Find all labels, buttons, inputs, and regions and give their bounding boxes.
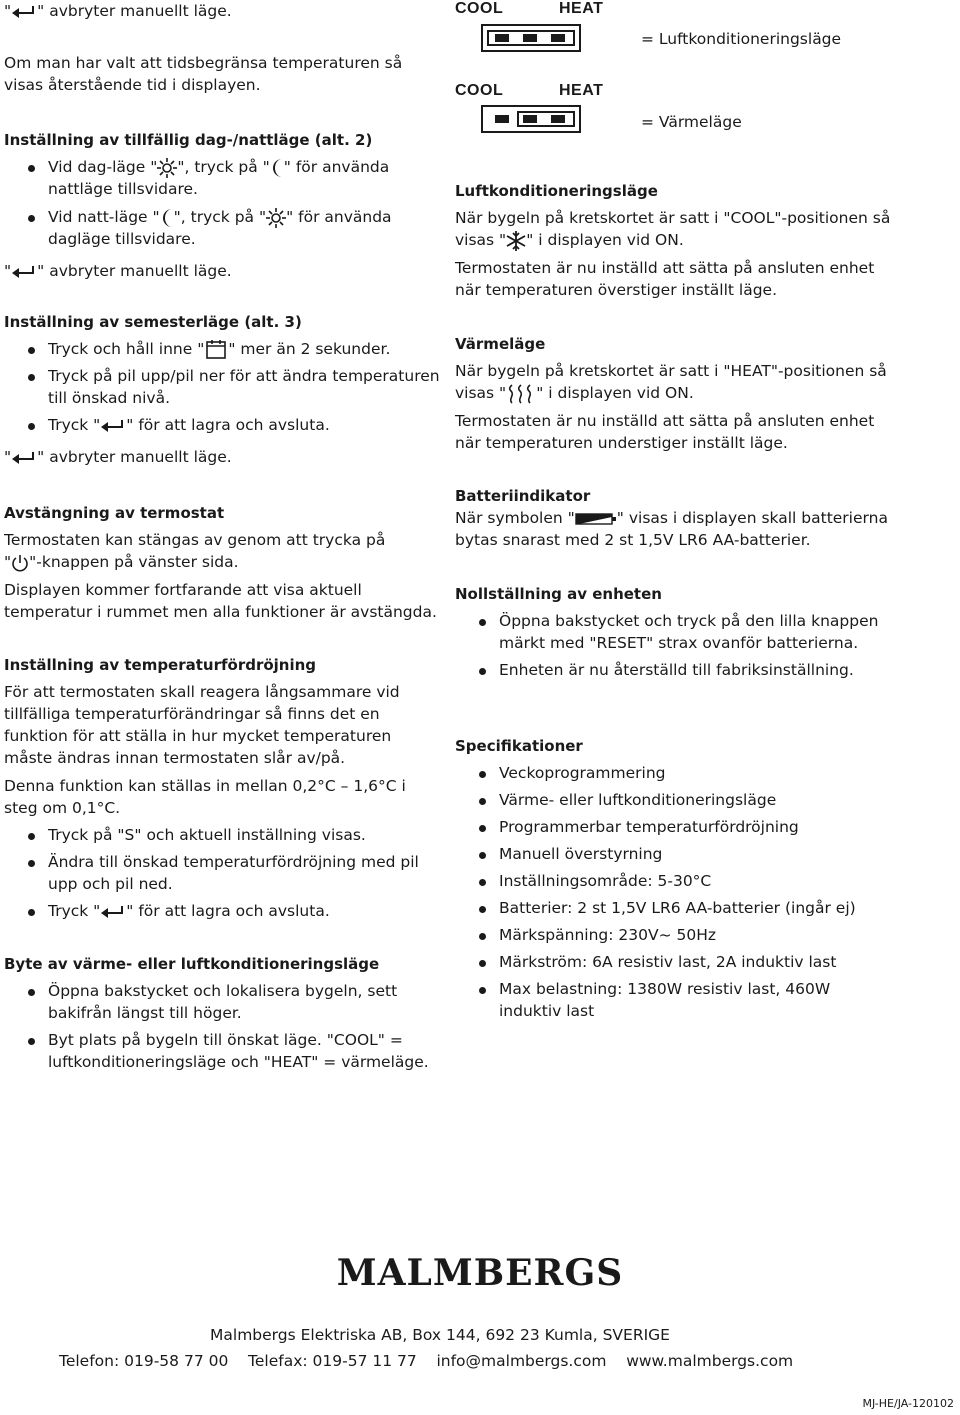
jumper-heat-diagram (481, 105, 581, 133)
battery-icon (575, 512, 617, 526)
ac-section: Luftkonditioneringsläge När bygeln på kretskortet är satt i "COOL"-positionen så visas " " i displayen vid ON. Termostaten är nu inställd att sätta på ansluten enhet när temperaturen överstiger inställt läge. (455, 180, 895, 301)
email-link[interactable]: info@malmbergs.com (436, 1352, 607, 1370)
daynight-section: Inställning av tillfällig dag-/nattläge (alt. 2) Vid dag-läge " ", tryck på " " för använda nattläge tillsvidare. Vid natt-läge " ", tryck på " " för använda dagläge tillsvidare. " " avbryter manuellt läge. (4, 129, 440, 282)
delay-range-text: Denna funktion kan ställas in mellan 0,2°C – 1,6°C i steg om 0,1°C. (4, 777, 406, 817)
cancel-text: avbryter manuellt läge. (49, 448, 232, 466)
vacation-section: Inställning av semesterläge (alt. 3) Tryck och håll inne " " mer än 2 sekunder. Tryck på pil upp/pil ner för att ändra temperaturen till önskad nivå. Tryck " " för att lagra och avsluta. " " avbryter manuellt läge. (4, 313, 440, 466)
delay-text: För att termostaten skall reagera långsammare vid tillfälliga temperaturförändringar så finns det en funktion för att ställa in hur mycket temperaturen måste ändras innan termostaten slår av/på. (4, 683, 400, 767)
spec-item: Max belastning: 1380W resistiv last, 460W induktiv last (455, 978, 895, 1022)
cancel-text: avbryter manuellt läge. (49, 262, 232, 280)
jumper-cool-label: COOL (455, 82, 504, 99)
spec-item: Batterier: 2 st 1,5V LR6 AA-batterier (ingår ej) (455, 897, 895, 919)
sun-icon (266, 208, 286, 228)
spec-item: Veckoprogrammering (455, 762, 895, 784)
heat-heading: Värmeläge (455, 335, 546, 353)
jumper-cool-label: COOL (455, 0, 504, 17)
document-code: MJ-HE/JA-120102 (862, 1397, 954, 1410)
off-text: Displayen kommer fortfarande att visa aktuell temperatur i rummet men alla funktioner är avstängda. (4, 581, 437, 621)
website-link[interactable]: www.malmbergs.com (626, 1352, 794, 1370)
power-icon (11, 554, 29, 572)
company-address: Malmbergs Elektriska AB, Box 144, 692 23 Kumla, SVERIGE (210, 1326, 670, 1344)
phone-number: Telefon: 019-58 77 00 (59, 1352, 229, 1370)
ac-text: Termostaten är nu inställd att sätta på ansluten enhet när temperaturen överstiger inställt läge. (455, 259, 875, 299)
enter-icon (11, 5, 37, 19)
list-item: Tryck och håll inne " " mer än 2 sekunder. (4, 338, 440, 360)
off-section: Avstängning av termostat Termostaten kan stängas av genom att trycka på " "-knappen på vänster sida. Displayen kommer fortfarande att visa aktuell temperatur i rummet men alla funktioner är avstängda. (4, 502, 440, 623)
list-item: Vid dag-läge " ", tryck på " " för använda nattläge tillsvidare. (4, 156, 440, 200)
delay-section (4, 654, 440, 922)
jumper-heat-label: HEAT (559, 0, 604, 17)
list-item: Byt plats på bygeln till önskat läge. "COOL" = luftkonditioneringsläge och "HEAT" = värmeläge. (4, 1029, 440, 1073)
heat-waves-icon (506, 384, 536, 404)
spec-item: Inställningsområde: 5-30°C (455, 870, 895, 892)
company-logo: MALMBERGS (336, 1252, 624, 1294)
spec-item: Märkspänning: 230V~ 50Hz (455, 924, 895, 946)
swap-heading: Byte av värme- eller luftkonditioneringsläge (4, 955, 380, 973)
moon-icon (160, 208, 174, 228)
sun-icon (157, 158, 177, 178)
top-cancel-line: " " avbryter manuellt läge. (4, 2, 232, 20)
enter-icon (11, 265, 37, 279)
reset-heading: Nollställning av enheten (455, 585, 662, 603)
contact-line (59, 1350, 793, 1372)
spec-item: Programmerbar temperaturfördröjning (455, 816, 895, 838)
enter-icon (100, 419, 126, 433)
battery-heading: Batteriindikator (455, 487, 591, 505)
moon-icon (270, 158, 284, 178)
list-item: Öppna bakstycket och tryck på den lilla knappen märkt med "RESET" strax ovanför batterierna. (455, 610, 895, 654)
heat-section: Värmeläge När bygeln på kretskortet är satt i "HEAT"-positionen så visas " " i displayen vid ON. Termostaten är nu inställd att sätta på ansluten enhet när temperaturen understiger inställt läge. (455, 333, 895, 454)
heat-text: Termostaten är nu inställd att sätta på ansluten enhet när temperaturen understiger inställt läge. (455, 412, 875, 452)
jumper-diagrams (455, 0, 895, 150)
spec-item: Manuell överstyrning (455, 843, 895, 865)
spec-item: Värme- eller luftkonditioneringsläge (455, 789, 895, 811)
list-item: Vid natt-läge " ", tryck på " " för använda dagläge tillsvidare. (4, 206, 440, 250)
list-item: Tryck " " för att lagra och avsluta. (4, 900, 440, 922)
specs-section (455, 735, 895, 1022)
daynight-heading: Inställning av tillfällig dag-/nattläge (alt. 2) (4, 131, 373, 149)
list-item: Tryck " " för att lagra och avsluta. (4, 414, 440, 436)
snowflake-icon (506, 231, 526, 251)
jumper-cool-diagram (481, 24, 581, 52)
jumper-heat-meaning: = Värmeläge (641, 113, 742, 131)
vacation-icon (204, 340, 228, 360)
enter-icon (100, 905, 126, 919)
off-heading: Avstängning av termostat (4, 504, 225, 522)
jumper-heat-label: HEAT (559, 82, 604, 99)
list-item: Ändra till önskad temperaturfördröjning med pil upp och pil ned. (4, 851, 440, 895)
battery-section: Batteriindikator När symbolen " " visas i displayen skall batterierna bytas snarast med 2 st 1,5V LR6 AA-batterier. (455, 485, 895, 551)
swap-section (4, 953, 440, 1073)
list-item: Tryck på "S" och aktuell inställning visas. (4, 824, 440, 846)
vacation-heading: Inställning av semesterläge (alt. 3) (4, 313, 302, 331)
spec-item: Märkström: 6A resistiv last, 2A induktiv last (455, 951, 895, 973)
reset-section (455, 583, 895, 681)
list-item: Enheten är nu återställd till fabriksinställning. (455, 659, 895, 681)
delay-heading: Inställning av temperaturfördröjning (4, 656, 317, 674)
timer-paragraph (4, 52, 440, 96)
list-item: Tryck på pil upp/pil ner för att ändra temperaturen till önskad nivå. (4, 365, 440, 409)
enter-icon (11, 451, 37, 465)
ac-heading: Luftkonditioneringsläge (455, 182, 658, 200)
specs-heading: Specifikationer (455, 737, 583, 755)
fax-number: Telefax: 019-57 11 77 (248, 1352, 417, 1370)
cancel-text: avbryter manuellt läge. (49, 2, 232, 20)
timer-text: Om man har valt att tidsbegränsa temperaturen så visas återstående tid i displayen. (4, 54, 403, 94)
list-item: Öppna bakstycket och lokalisera bygeln, sett bakifrån längst till höger. (4, 980, 440, 1024)
jumper-cool-meaning: = Luftkonditioneringsläge (641, 30, 842, 48)
